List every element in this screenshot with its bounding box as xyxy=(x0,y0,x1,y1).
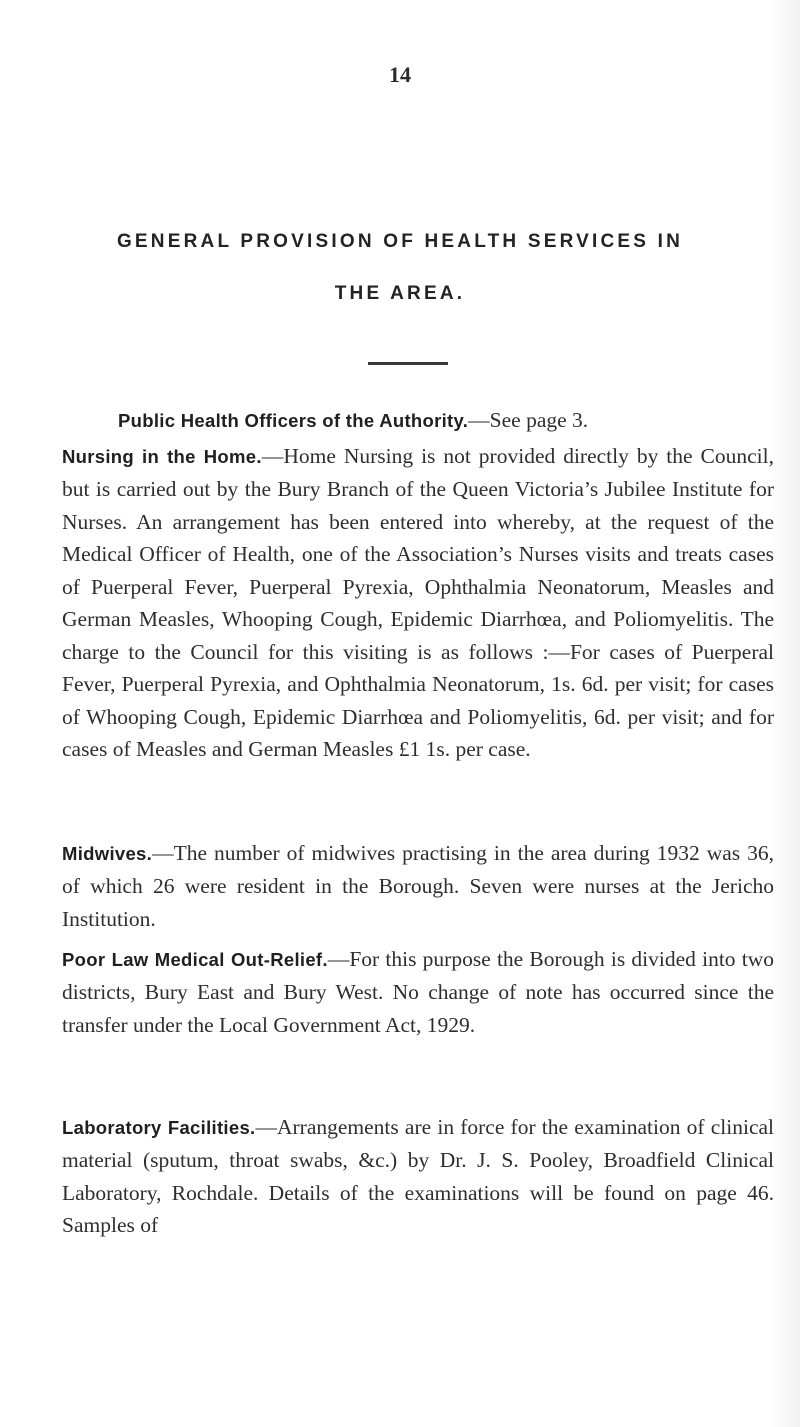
section-text-poor-law: —For this purpose the Borough is divided into two districts, Bury East and Bury West. No change of note has occurred since the transfer under the Local Government Act, 1929. xyxy=(62,946,775,1037)
page-title-line-2: THE AREA. xyxy=(334,283,466,304)
section-laboratory-facilities xyxy=(62,1111,774,1242)
section-poor-law-medical-out-relief xyxy=(62,943,774,1042)
page-number: 14 xyxy=(389,62,411,87)
section-text-public-health: —See page 3. xyxy=(468,407,589,432)
section-heading-public-health: Public Health Officers of the Authority. xyxy=(118,409,469,431)
section-heading-laboratory: Laboratory Facilities. xyxy=(62,1116,256,1138)
section-text-midwives: —The number of midwives practising in the area during 1932 was 36, of which 26 were resident in the Borough. Seven were nurses at the Jericho Institution. xyxy=(62,840,774,931)
section-midwives xyxy=(62,837,774,936)
section-nursing-in-the-home xyxy=(62,440,774,766)
section-public-health-officers xyxy=(118,404,778,438)
section-heading-nursing: Nursing in the Home. xyxy=(62,445,262,467)
section-text-nursing: —Home Nursing is not provided directly by the Council, but is carried out by the Bury Branch of the Queen Victoria’s Jubilee Institute for Nurses. An arrangement has been entered into whereby, at the request of the Medical Officer of Health, one of the Association’s Nurses visits and treats cases of Puerperal Fever, Puerperal Pyrexia, Ophthalmia Neonatorum, Measles and German Measles, Whooping Cough, Epidemic Diarrhœa, and Poliomyelitis. The charge to the Council for this visiting is as follows :—For cases of Puerperal Fever, Puerperal Pyrexia, and Ophthalmia Neonatorum, 1s. 6d. per visit; for cases of Whooping Cough, Epidemic Diarrhœa and Poliomyelitis, 6d. per visit; and for cases of Measles and German Measles £1 1s. per case. xyxy=(62,443,774,761)
section-heading-midwives: Midwives. xyxy=(62,842,153,864)
section-heading-poor-law: Poor Law Medical Out-Relief. xyxy=(62,948,328,970)
page-title-line-1: GENERAL PROVISION OF HEALTH SERVICES IN xyxy=(116,231,684,252)
title-divider xyxy=(368,362,448,365)
section-text-laboratory: —Arrangements are in force for the examination of clinical material (sputum, throat swabs, &c.) by Dr. J. S. Pooley, Broadfield Clinical Laboratory, Rochdale. Details of the examinations will be found on page 46. Samples of xyxy=(62,1114,775,1237)
